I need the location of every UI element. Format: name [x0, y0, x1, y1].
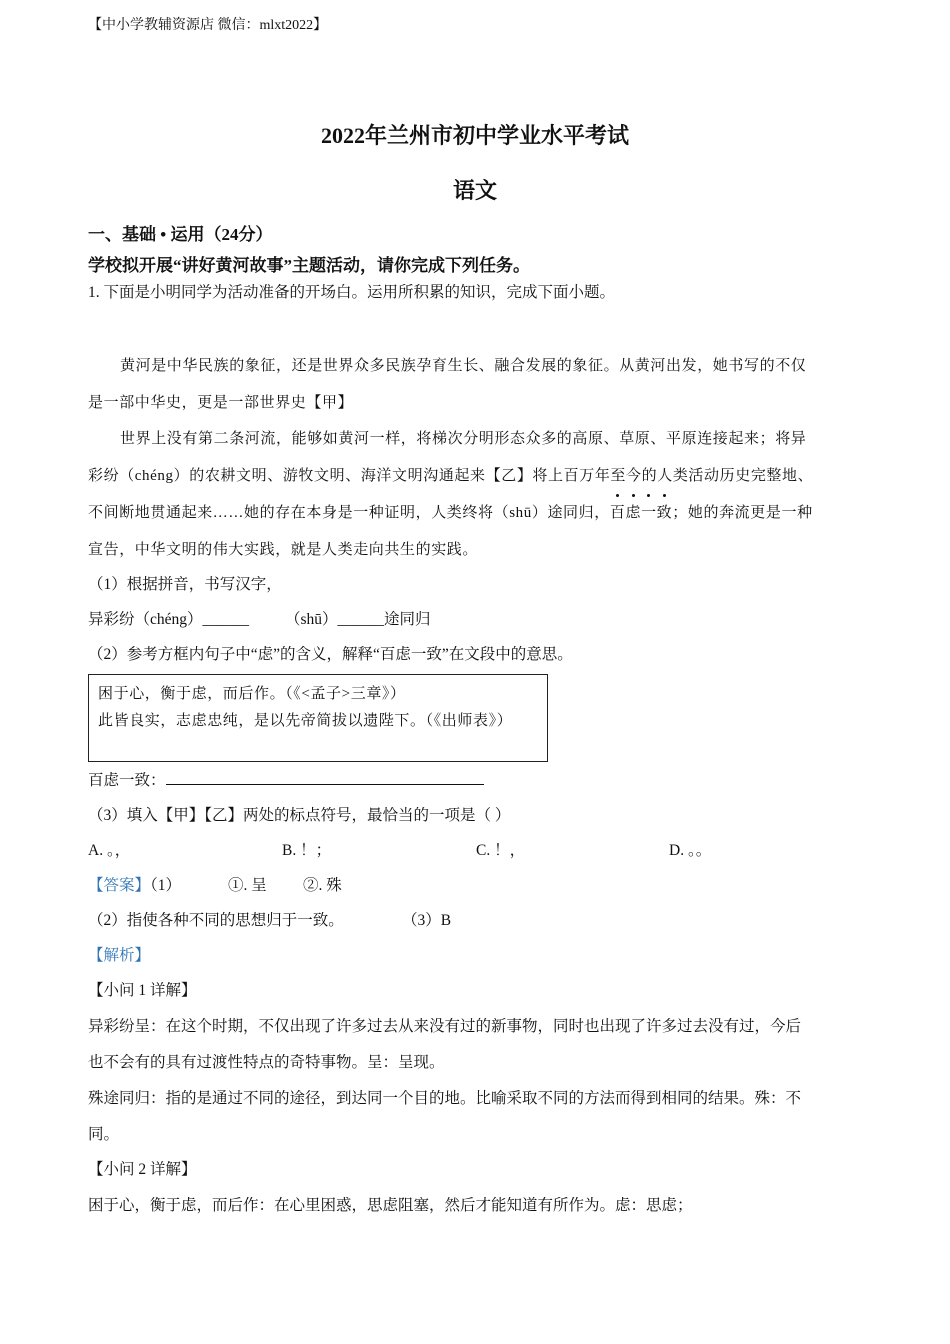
- emphasis-char: 百: [610, 501, 626, 522]
- reference-quote-2: 此皆良实，志虑忠纯，是以先帝简拔以遗陛下。（《出师表》）: [98, 713, 513, 729]
- answer-blank: [166, 768, 484, 785]
- passage-text: 不间断地贯通起来……她的存在本身是一种证明，人类终将（shū）途同归，: [88, 505, 610, 521]
- option-b: B. ！；: [282, 842, 332, 859]
- analysis-line: 同。: [88, 1126, 120, 1143]
- analysis-line: 困于心，衡于虑，而后作：在心里困惑，思虑阻塞，然后才能知道有所作为。虑：思虑；: [88, 1197, 693, 1214]
- source-note: 【中小学教辅资源店 微信：mlxt2022】: [88, 18, 328, 33]
- answer-line: [88, 768, 484, 790]
- passage-line: 彩纷（chéng）的农耕文明、游牧文明、海洋文明沟通起来【乙】将上百万年至今的人类活动历史完整地、: [88, 468, 814, 484]
- exam-title: 2022年兰州市初中学业水平考试: [320, 123, 629, 148]
- sub-question-3: （3）填入【甲】【乙】两处的标点符号，最恰当的一项是（ ）: [88, 807, 511, 824]
- reference-quote-1: 困于心，衡于虑，而后作。（《<孟子>三章》）: [98, 686, 406, 702]
- sub-question-2: （2）参考方框内句子中“虑”的含义，解释“百虑一致”在文段中的意思。: [88, 646, 573, 663]
- option-d: D. 。。: [669, 842, 712, 859]
- pinyin-blank-a: 异彩纷（chéng）______: [88, 611, 250, 628]
- passage-line-emphasis: [88, 501, 813, 522]
- passage-line: 是一部中华史，更是一部世界史【甲】: [88, 395, 354, 411]
- passage-line: 世界上没有第二条河流，能够如黄河一样，将梯次分明形态众多的高原、草原、平原连接起来；将异: [120, 431, 807, 447]
- analysis-line: 异彩纷呈：在这个时期，不仅出现了许多过去从来没有过的新事物，同时也出现了许多过去没有过，今后: [88, 1018, 802, 1035]
- question-1-stem: 1. 下面是小明同学为活动准备的开场白。运用所积累的知识，完成下面小题。: [88, 284, 616, 301]
- section-heading: 一、基础 • 运用（24分）: [88, 225, 273, 244]
- passage-text: ；她的奔流更是一种: [672, 505, 813, 521]
- answer-num: （1）: [150, 877, 182, 894]
- answer-1b: ②. 殊: [303, 877, 342, 894]
- emphasis-char: 虑: [625, 501, 641, 522]
- passage-line: 黄河是中华民族的象征，还是世界众多民族孕育生长、融合发展的象征。从黄河出发，她书写的不仅: [120, 358, 807, 374]
- analysis-tag: 【解析】: [88, 947, 151, 964]
- option-a: A. 。，: [88, 842, 131, 859]
- passage-line: 宣告，中华文明的伟大实践，就是人类走向共生的实践。: [88, 542, 479, 558]
- emphasis-char: 致: [657, 501, 673, 522]
- answer-3: （3）B: [402, 912, 452, 929]
- answer-1a: ①. 呈: [228, 877, 267, 894]
- pinyin-blank-b: （shū）______途同归: [285, 611, 431, 628]
- answer-row-1: [88, 873, 181, 895]
- answer-tag: 【答案】: [88, 877, 151, 894]
- subject-title: 语文: [452, 178, 497, 203]
- option-c: C. ！，: [476, 842, 526, 859]
- task-intro: 学校拟开展“讲好黄河故事”主题活动，请你完成下列任务。: [88, 256, 530, 275]
- answer-label: 百虑一致：: [88, 772, 166, 789]
- analysis-line: 殊途同归：指的是通过不同的途径，到达同一个目的地。比喻采取不同的方法而得到相同的结果。殊：不: [88, 1090, 802, 1107]
- analysis-q1-heading: 【小问 1 详解】: [88, 982, 197, 999]
- analysis-line: 也不会有的具有过渡性特点的奇特事物。呈：呈现。: [88, 1054, 445, 1071]
- reference-box: [88, 674, 548, 762]
- emphasis-char: 一: [641, 501, 657, 522]
- sub-question-1: （1）根据拼音，书写汉字，: [88, 576, 282, 593]
- analysis-q2-heading: 【小问 2 详解】: [88, 1161, 197, 1178]
- answer-2: （2）指使各种不同的思想归于一致。: [88, 912, 344, 929]
